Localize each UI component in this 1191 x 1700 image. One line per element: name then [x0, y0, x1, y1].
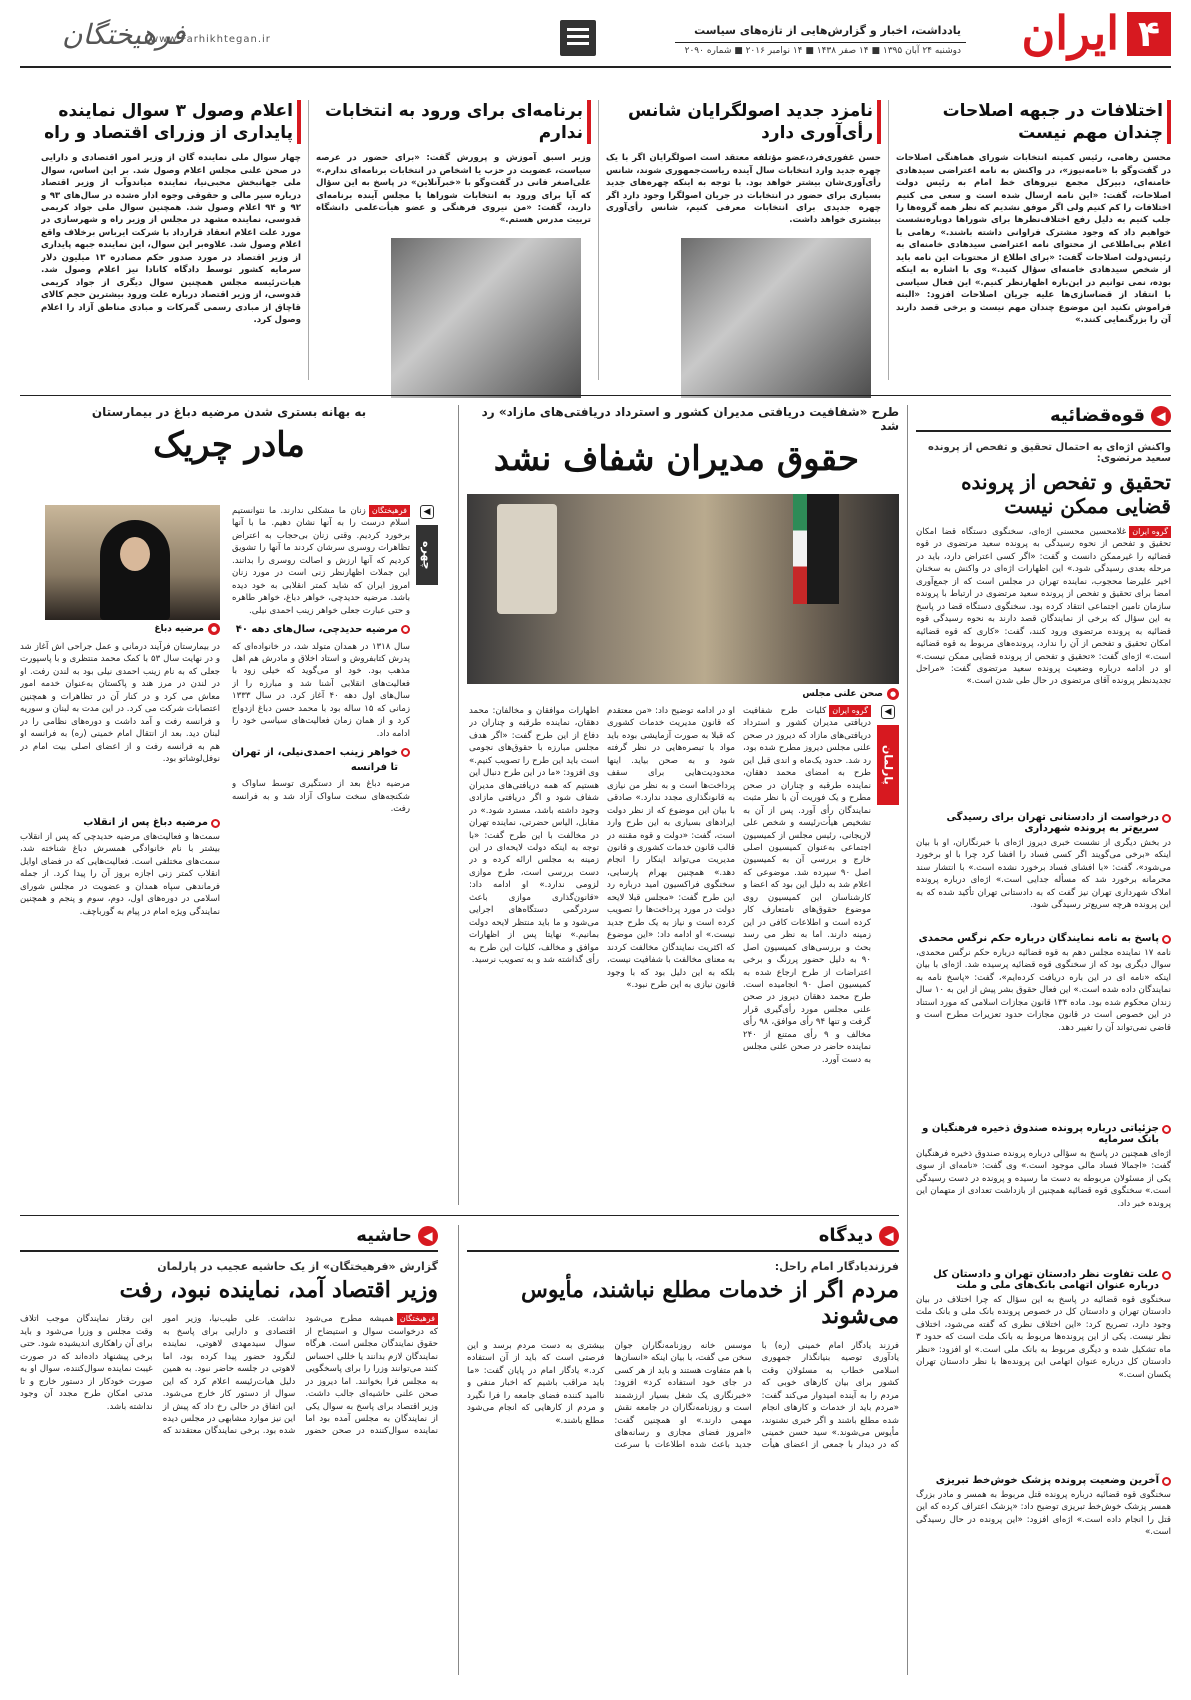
lead-col-1: گروه ایرانکلیات طرح شفافیت دریافتی مدیران کشور و استرداد دریافتی‌های مازاد که دیروز در صحن علنی مجلس دیروز مطرح شده بود، رد شد. حدود یک‌ماه و اندی قبل این طرح به امضای محمد دهقان، نماینده طرقبه و چناران در صحن مطرح و یک فوریت آن با نظر مثبت نمایندگان رأی آورد. پس از آن به تشخیص هیأت‌رئیسه و شخص علی لاریجانی، رئیس مجلس از کمیسیون اجتماعی به‌عنوان کمیسیون اصلی خارج و بررسی آن به کمیسیون اصل ۹۰ سپرده شد. موضوعی که اعلام شد به دلیل این بود که اعضا و کارشناسان این کمیسیون روی موضوع حقوق‌های نامتعارف کار کرده است و اطلاعات کافی در این زمینه دارند. اما به نظر می رسد بحث و بررسی‌های کمیسیون اصل ۹۰ به دلیل حضور پررنگ و برخی اعتراضات از طرح ارجاع شده به کمیسیون اصل ۹۰ انجامیده است. طرح محمد دهقان دیروز در صحن علنی مجلس مورد رأی‌گیری قرار گرفت و تنها ۹۴ رأی موافق، ۹۸ رأی مخالف و ۹ رأی ممتنع از ۲۴۰ نماینده حاضر در صحن علنی مجلس به دست آورد.: [743, 706, 871, 1065]
opinion-text: فرزند یادگار امام خمینی (ره) با یادآوری توصیه بنیانگذار جمهوری اسلامی خطاب به مسئولان وقت کشور برای بیان کارهای خوبی که مردم را به آینده امیدوار می‌کند گفت: «مردم باید از خدمات و کارهای انجام شده مطلع باشند و اگر خبری نشنوند، مأیوس می‌شوند.» سید حسن خمینی که در دیدار با جمعی از اعضای هیأت موسس خانه روزنامه‌نگاران جوان سخن می گفت، با بیان اینکه «انسان‌ها با هم متفاوت هستند و باید از هر کسی در جای خود استفاده کرد» افزود: «خبرنگاری یک شغل بسیار ارزشمند است و روزنامه‌نگاران در جامعه نقش مهمی دارند.» او همچنین گفت: «امروز فضای مجازی و رسانه‌های جدید باعث شده اطلاعات با سرعت بیشتری به دست مردم برسد و این فرصتی است که باید از آن استفاده کرد.» یادگار امام در پایان گفت: «ما باید مراقب باشیم که اخبار منفی و ناامید کننده فضای جامعه را فرا نگیرد و مردم از کارهایی که انجام می‌شود مطلع باشند.»: [467, 1340, 899, 1451]
photo-caption: ● مرضیه دباغ: [20, 623, 220, 635]
header-rule: [675, 42, 966, 43]
judiciary-kicker: واکنش اژه‌ای به احتمال تحقیق و تفحص از پرونده سعید مرتضوی:: [928, 442, 1171, 464]
photo-fani: [391, 238, 581, 398]
section-arrow-icon: ◀: [879, 1226, 899, 1246]
judiciary-section-tab: [916, 405, 1171, 432]
brief-text: وزیر اسبق آموزش و پرورش گفت: «برای حضور در عرصه سیاست، عضویت در حزب یا اشخاص در انتخابات برنامه‌ای ندارم.» علی‌اصغر فانی در گفت‌وگو با «خبرآنلاین» در پاسخ به این سؤال که آیا برای ورود به انتخابات شوراها یا مجلس آینده برنامه‌ای دارید، گفت: «من نیروی فرهنگی و عضو هیأت‌علمی دانشگاه تربیت مدرس هستم.»: [316, 153, 591, 226]
judiciary-item-title: جزئیاتی درباره پرونده صندوق ذخیره فرهنگیان و بانک سرمایه: [916, 1123, 1171, 1145]
profile-item-title: مرضیه حدیدچی، سال‌های دهه ۴۰: [232, 623, 410, 638]
section-arrow-icon: ◀: [418, 1226, 438, 1246]
bullet-icon: [1162, 1125, 1171, 1134]
margin-story: [20, 1225, 438, 1680]
judiciary-item-text: اژه‌ای همچنین در پاسخ به سؤالی درباره پرونده صندوق ذخیره فرهنگیان گفت: «اجمالا فساد مالی موجود است.» وی گفت: «نامه‌ای از سوی یکی از مسئولان مربوطه به دست ما رسیده و پرونده در دست رسیدگی است.» سخنگوی قوه قضائیه همچنین از بازداشت تعدادی از متهمان این پرونده خبر داد.: [916, 1149, 1171, 1209]
section-arrow-icon: ◀: [420, 505, 434, 519]
margin-headline: وزیر اقتصاد آمد، نماینده نبود، رفت: [119, 1277, 438, 1303]
newspaper-icon: [560, 20, 596, 56]
column-divider: [888, 100, 889, 380]
judiciary-divider: [907, 405, 908, 1675]
lead-divider: [458, 405, 459, 1205]
profile-item-text: سمت‌ها و فعالیت‌های مرضیه حدیدچی که پس از انقلاب بیشتر با نام خانوادگی همسرش دباغ شناخته شد، سمت‌های مختلفی است. فعالیت‌هایی که در فضای اوایل انقلاب کمتر زنی اجازه بروز آن را پیدا کرد. از جمله فرماندهی سپاه همدان و عضویت در مجلس شورای اسلامی در دوره‌های اول، دوم، سوم و پنجم و همچنین نمایندگی ویژه امام در پیام به گورباچف.: [20, 832, 220, 917]
profile-col-2-text: در بیمارستان فرآیند درمانی و عمل جراحی اش آغاز شد و در نهایت سال ۵۳ با کمک محمد منتظری و با پاسپورت جعلی که به نام زینب احمدی نیلی بود به لندن رفت. او در لندن در مرز هند و پاکستان به‌عنوان خدمه امور معاش می کرد و در کنار آن در تظاهرات و همچنین اعتصابات شرکت می کرد. در این مدت به لبنان و سوریه و فرانسه رفت و آمد داشت و دوره‌های نظامی را در لبنان دید. بعد از انتقال امام خمینی (ره) به فرانسه او هم به فرانسه رفت و از اعضای اصلی بیت امام در نوفل‌لوشاتو بود.: [20, 642, 220, 765]
brief-title: اختلافات در جبهه اصلاحات چندان مهم نیست: [896, 100, 1171, 144]
column-divider: [308, 100, 309, 380]
lead-tag: گروه ایران: [829, 705, 871, 717]
bullet-icon: [1162, 935, 1171, 944]
bullet-icon: [211, 819, 220, 828]
section-tab-face: چهره: [416, 525, 438, 585]
judiciary-item-text: در بخش دیگری از نشست خبری دیروز اژه‌ای با خبرنگاران، او با بیان اینکه «برخی می‌گویند اگر کسی فساد را افشا کرد چرا با او برخورد می‌شود»، گفت: «با افشای فساد برخورد نشده است.» با انتشار سند محرمانه برخورد شد که مسأله جدایی است.» اژه‌ای درباره پرونده املاک شهرداری تهران نیز گفت که به دادستانی تهران تأکید شده که به این پرونده هرچه سریع‌تر رسیدگی شود.: [916, 838, 1171, 911]
brief-text: محسن رهامی، رئیس کمیته انتخابات شورای هماهنگی اصلاحات در گفت‌وگو با «نامه‌نیوز»، در واکنش به نامه اعتراضی سیدهادی خامنه‌ای، دبیرکل مجمع نیروهای خط امام به رئیس دولت اصلاحات، گفت: «این نامه ارسال شده است و سعی می کنیم اختلافات را کم کنیم ولی اگر موفق نشدیم که نظر همه گروه‌ها را جلب کنیم به دلیل رفع اختلاف‌نظرها برای شوراها دوباره‌نشست خواهیم داد که وجود مشترک فراوانی داشته باشند.» رهامی با اعلام بی‌اطلاعی از محتوای نامه اعتراضی سیدهادی خامنه‌ای به رئیس‌دولت اصلاحات گفت: «برای اطلاع از محتویات این نامه باید از شخص سیدهادی خامنه‌ای سؤال کنید.» وی با اشاره به اینکه بوده، نمی توانیم در این‌باره اظهارنظر کنیم.» این فعال سیاسی با انتقاد از قضاسازی‌ها علیه جریان اصلاحات افزود: «البته فراموش نکنید این موضوع چندان مهم نیست و برخی قصد دارند آن را بزرگنمایی کنند.»: [896, 153, 1171, 326]
judiciary-headline: تحقیق و تفحص از پرونده قضایی ممکن نیست: [961, 470, 1171, 518]
lead-story: [467, 405, 899, 1210]
lead-tag: گروه ایران: [1129, 526, 1171, 538]
lead-tag: فرهیختگان: [397, 1313, 438, 1325]
section-label: قوه‌قضائیه: [1049, 405, 1145, 426]
top-row-bottom-rule: [20, 395, 1171, 396]
masthead: [20, 6, 1171, 92]
judiciary-lead: [916, 526, 1171, 806]
top-brief-2: [606, 100, 881, 390]
section-arrow-icon: ◀: [1151, 406, 1171, 426]
paper-logo: ایران: [1021, 6, 1119, 60]
judiciary-item-title: درخواست از دادستانی تهران برای رسیدگی سریع‌تر به پرونده شهرداری: [916, 812, 1171, 834]
profile-col-2: [20, 505, 220, 1205]
lead-supertitle: طرح «شفافیت دریافتی مدیران کشور و استرداد دریافتی‌های مازاد» رد شد: [481, 405, 899, 433]
masthead-bottom-rule: [20, 66, 1171, 68]
photo-ghafourifard: [681, 238, 871, 398]
partner-logo: فرهیختگان: [62, 18, 186, 51]
brief-title: اعلام وصول ۳ سوال نماینده پایداری از وزرای اقتصاد و راه: [41, 100, 301, 144]
judiciary-item-text: سخنگوی قوه قضائیه در پاسخ به این سؤال که چرا اختلاف در بیان دادستان تهران و دادستان کل در خصوص پرونده بانک ملی و بانک ملت وجود دارد، تصریح کرد: «این اختلاف نظری که گفته می‌شود، اختلاف نظر نیست. یکی از این پرونده‌ها مربوط به بانک ملت است که حدود ۳ ماه تشکیل شده و دیگری مربوط به بانک ملی است.» او افزود: «نظر دادستان کل درباره عنوان اتهامی این پرونده‌ها با نظر دادستان تهران یکسان است.»: [916, 1295, 1171, 1380]
opinion-story: [467, 1225, 899, 1680]
bullet-icon: [1162, 1271, 1171, 1280]
camera-icon: ●: [208, 623, 220, 635]
profile-item-text: سال ۱۳۱۸ در همدان متولد شد، در خانواده‌ای که پدرش کتابفروش و استاد اخلاق و مادرش هم اهل مذهب بود. خود او می‌گوید که خیلی زود با فعالیت‌های انقلابی آشنا شد و مبارزه را از سال‌های اول دهه ۴۰ آغاز کرد. در سال ۱۳۳۳ زمانی که ۱۵ ساله بود با محمد حسن دباغ ازدواج کرد و از همان زمان فعالیت‌های سیاسی خود را ادامه داد.: [232, 641, 410, 739]
profile-item-title: مرضیه دباغ پس از انقلاب: [20, 817, 220, 828]
margin-kicker: گزارش «فرهیختگان» از یک حاشیه عجیب در پارلمان: [157, 1260, 438, 1273]
brief-text: چهار سوال ملی نماینده گان از وزیر امور اقتصادی و دارایی در صحن علنی مجلس اعلام وصول شد. بر این اساس، سوال ملی جهانبخش محبی‌نیا، نماینده میاندوآب از وزیر اقتصاد درباره سیر مالی و حقوقی وجوه ادار ه‌شده در سال‌های ۹۳ و ۹۲ و ۹۴ اعلام وصول شد. همچنین سوال ملی جواد کریمی قدوسی، نماینده مشهد در مجلس از وزیر راه و شهرسازی در مورد علت اعلام انعقاد قرارداد با شرکت ایرباس برخلاف واقع اعلام وصول شد. علاوه‌بر این سوال، این نماینده جبهه پایداری از وزیر اقتصاد در مورد صدور حکم مصادره ۱۳ میلیون دلار سرمایه کشور توسط دادگاه کانادا نیز اعلام وصول شد. هیات‌رئیسه مجلس همچنین سوال دیگری از جواد کریمی قدوسی، از وزیر اقتصاد درباره علت ورود بیشترین حجم کالای قاچاق از مبادی رسمی گمرکات و مبادی مناطق آزاد را اعلام وصول کرد.: [41, 153, 301, 326]
lead-text: غلامحسین محسنی اژه‌ای، سخنگوی دستگاه قضا امکان تحقیق و تفحص از نحوه رسیدگی به پرونده سعید مرتضوی در قوه قضائیه را غیرممکن دانست و گفت: «اگر کسی اعتراض دارد، باید در مرحله بعدی رسیدگی شود.» این اظهارات اژه‌ای در واکنش به سخنان اخیر علیرضا محجوب، نماینده تهران در مجلس است که از جمع‌آوری امضا برای تحقیق و تفحص از پرونده سعید مرتضوی در ارتباط با پرونده سازمان تامین اجتماعی انتقاد کرده بود. سخنگوی دستگاه قضا در پاسخ به این سؤال که برخی از نمایندگان قصد دارند به نحوه رسیدگی قوه قضائیه به پرونده مرتضوی ورود کنند، گفت: «کاری که قوه قضائیه امکان تحقیق و تفحص از آن را ندارد، پرونده‌های مربوط به قوه قضائیه است.» اژه‌ای گفت: «تحقیق و تفحص از پرونده قضایی ممکن نیست.» او در ادامه درباره وضعیت پرونده سعید مرتضوی گفت: «مراحل تجدیدنظر پرونده آقای مرتضوی در حال طی شدن است.»: [916, 527, 1171, 687]
camera-icon: ●: [887, 688, 899, 700]
dateline: دوشنبه ۲۴ آبان ۱۳۹۵ ■ ۱۴ صفر ۱۴۳۸ ■ ۱۴ نوامبر ۲۰۱۶ ■ شماره ۲۰۹۰: [684, 46, 961, 56]
top-brief-4: [41, 100, 301, 390]
lead-col-3: اظهارات موافقان و مخالفان: محمد دهقان، نماینده طرقبه و چناران در دفاع از این طرح گفت: «اگر هدف مجلس مبارزه با حقوق‌های نجومی است باید این طرح را تصویب کنیم.» وی افزود: «ما در این طرح دنبال این هستیم که همه دریافتی‌های مدیران شفاف شود و اگر دریافتی مازادی وجود داشته باشد، مسترد شود.» در مقابل، الیاس حضرتی، نماینده تهران در مخالفت با این طرح گفت: «با توجه به اینکه دولت لایحه‌ای در این زمینه به مجلس ارائه کرده و در دست بررسی است، طرح موازی لزومی ندارد.» او ادامه داد: «قانون‌گذاری موازی باعث سردرگمی دستگاه‌های اجرایی می‌شود و ما باید منتظر لایحه دولت بمانیم.» نهایتا پس از اظهارات موافق و مخالف، کلیات این طرح به رأی گذاشته شد و به تصویب نرسید.: [469, 706, 599, 966]
section-arrow-icon: ◀: [881, 705, 895, 719]
opinion-kicker: فرزندیادگار امام راحل:: [774, 1260, 899, 1273]
margin-text: فرهیختگانهمیشه مطرح می‌شود که درخواست سوال و استیضاح از حقوق نمایندگان مجلس است. هرگاه نمایندگان لازم بدانند یا خللی احساس کنند می‌توانند وزرا را برای پاسخگویی به مجلس فرا بخوانند. اما دیروز در صحن علنی حاشیه‌ای جالب داشت. وزیر اقتصاد برای پاسخ به سوال یکی از نمایندگان به مجلس آمده بود اما نماینده سوال‌کننده در صحن حضور نداشت. علی طیب‌نیا، وزیر امور اقتصادی و دارایی برای پاسخ به سوال سیدمهدی لاهوتی، نماینده لنگرود حضور پیدا کرده بود، اما لاهوتی در جلسه حاضر نبود. به همین دلیل هیات‌رئیسه اعلام کرد که این سوال از دستور کار خارج می‌شود. این اتفاق در حالی رخ داد که پیش از این نیز موارد مشابهی در مجلس دیده شده بود. برخی نمایندگان معتقدند که این رفتار نمایندگان موجب اتلاف وقت مجلس و وزرا می‌شود و باید برای آن راهکاری اندیشیده شود. حتی برخی پیشنهاد داده‌اند که در صورت غیبت نماینده سوال‌کننده، سوال او به صورت خودکار از دستور خارج و تا مدتی امکان طرح مجدد آن وجود نداشته باشد.: [20, 1314, 438, 1437]
opinion-headline: مردم اگر از خدمات مطلع نباشند، مأیوس می‌شوند: [521, 1277, 899, 1330]
dabbagh-photo: [45, 505, 220, 620]
profile-col-1: فرهیختگانزنان ما مشکلی ندارند. ما نتوانستیم اسلام درست را به آنها نشان دهیم. ما با آنها برخورد کردیم. وقتی زنان بی‌حجاب به اعتراض تظاهرات روسری سرشان کردند ما آنها را تشویق کردیم که آنها ارزش و اصالت روسری را بدانند. این جملات اظهارنظر زنی است در مورد زنان امروز ایران که شاید کمتر انقلابی به خود دیده باشد. مرضیه حدیدچی، خواهر دباغ، خواهر طاهره و حتی عبارت جعلی خواهر زینب احمدی نیلی. مرضیه حدیدچی، سال‌های دهه ۴۰ سال ۱۳۱۸ در همدان متولد شد، در خانواده‌ای که پدرش کتابفروش و استاد اخلاق و مادرش هم اهل مذهب بود. خود او می‌گوید که خیلی زود با فعالیت‌های انقلابی آشنا شد و مبارزه را از سال‌های اول دهه ۴۰ آغاز کرد. در سال ۱۳۳۳ زمانی که ۱۵ ساله بود با محمد حسن دباغ ازدواج کرد و از همان زمان فعالیت‌های سیاسی خود را ادامه داد. خواهر زینب احمدی‌نیلی، از تهران تا فرانسه مرضیه دباغ بعد از دستگیری توسط ساواک و شکنجه‌های سخت ساواک آزاد شد و به فرانسه رفت.: [232, 506, 410, 815]
profile-story: [20, 405, 438, 1210]
website[interactable]: www.Farhikhtegan.ir: [150, 34, 271, 45]
profile-supertitle: به بهانه بستری شدن مرضیه دباغ در بیمارستان: [91, 405, 367, 419]
section-label: حاشیه: [356, 1225, 412, 1246]
judiciary-item-text: سخنگوی قوه قضائیه درباره پرونده قتل مربوط به همسر و مادر بزرگ همسر پزشک خوش‌خط تبریزی توضیح داد: «پزشک اعتراف کرده که این قتل را انجام داده است.» اژه‌ای افزود: «این پرونده در حال رسیدگی است.»: [916, 1490, 1171, 1538]
judiciary-item-title: پاسخ به نامه نمایندگان درباره حکم نرگس محمدی: [916, 933, 1171, 944]
photo-caption: ● صحن علنی مجلس: [467, 688, 899, 700]
brief-title: برنامه‌ای برای ورود به انتخابات ندارم: [316, 100, 591, 144]
brief-title: نامزد جدید اصولگرایان شانس رأی‌آوری دارد: [606, 100, 881, 144]
profile-item-title: خواهر زینب احمدی‌نیلی، از تهران تا فرانسه: [232, 746, 410, 775]
brief-text: حسن غفوری‌فرد،عضو مؤتلفه معتقد است اصولگرایان اگر با یک چهره جدید وارد انتخابات سال آینده ریاست‌جمهوری شوند، شانس رأی‌آوری‌شان بیشتر خواهد بود. با توجه به اینکه چهره‌های جدید بسیاری برای حضور در انتخابات در جریان اصولگرا وجود دارد اگر چهره جدیدی برای انتخابات معرفی کنیم، شانس رأی‌آوری بیشتری خواهد داشت.: [606, 153, 881, 226]
top-brief-1: [896, 100, 1171, 390]
tagline: یادداشت، اخبار و گزارش‌هایی از تازه‌های سیاست: [694, 24, 961, 37]
lead-tag: فرهیختگان: [369, 505, 410, 517]
lead-headline: حقوق مدیران شفاف نشد: [493, 439, 859, 479]
bullet-icon: [1162, 1477, 1171, 1486]
bullet-icon: [401, 748, 410, 757]
section-label: دیدگاه: [818, 1225, 873, 1246]
judiciary-item-text: نامه ۱۷ نماینده مجلس دهم به قوه قضائیه درباره حکم نرگس محمدی، سوال دیگری بود که از سخنگوی قوه قضائیه پرسیده شد. اژه‌ای با بیان اینکه «نامه ای در این باره دریافت کرده‌ایم»، گفت: «پاسخ نامه به نمایندگان داده شده است.» این فعال حقوق بشر پیش از این به ۱۰ سال زندان محکوم شده بود. ماده ۱۳۴ قانون مجازات اسلامی که مورد استناد در این خصوص است در قانون مجازات حدود تعزیرات مطرح است و قاضی نمی‌تواند آن را تغییر دهد.: [916, 948, 1171, 1033]
middle-bottom-rule: [20, 1215, 899, 1216]
section-tab-parliament: پارلمان: [877, 725, 899, 805]
judiciary-column: [916, 405, 1171, 1680]
bullet-icon: [401, 625, 410, 634]
judiciary-item-title: علت تفاوت نظر دادستان تهران و دادستان کل درباره عنوان اتهامی بانک‌های ملی و ملت: [916, 1269, 1171, 1291]
bottom-divider: [458, 1225, 459, 1675]
column-divider: [598, 100, 599, 380]
lead-col-2: او در ادامه توضیح داد: «من معتقدم که قانون مدیریت خدمات کشوری که قبلا به صورت آزمایشی بوده باید مواد با تبصره‌هایی در نظر گرفته شود و به صحن بیاید. اینها محدودیت‌هایی برای سقف پرداخت‌ها است و به نظر من نیازی به قانونگذاری مجدد ندارد.» صادقی با بیان این موضوع که از نظر دولت ایرادهای بسیاری به این طرح وارد است، گفت: «دولت و قوه مقننه در قالب قانون خدمات کشوری و قانون مدیریت می‌تواند اینکار را انجام دهد.» همچنین بهرام پارسایی، سخنگوی فراکسیون امید درباره رد این طرح گفت: «مجلس قبلا لایحه دولت در مورد پرداخت‌ها را تصویب کرده است و نیاز به یک طرح جدید نیست.» او ادامه داد: «این موضوع که اکثریت نمایندگان مخالفت کردند به معنای مخالفت با شفافیت نیست، بلکه به این دلیل بود که با وجود قانون نیازی به این طرح نبود.»: [607, 706, 735, 990]
margin-section-tab: [20, 1225, 438, 1252]
profile-item-text: مرضیه دباغ بعد از دستگیری توسط ساواک و شکنجه‌های سخت ساواک آزاد شد و به فرانسه رفت.: [232, 779, 410, 815]
profile-headline: مادر چریک: [153, 425, 305, 465]
parliament-photo: [467, 494, 899, 684]
judiciary-item-title: آخرین وضعیت پرونده پزشک خوش‌خط تبریزی: [916, 1475, 1171, 1486]
bullet-icon: [1162, 814, 1171, 823]
opinion-section-tab: [467, 1225, 899, 1252]
page-number: ۴: [1127, 12, 1171, 56]
top-brief-3: [316, 100, 591, 390]
